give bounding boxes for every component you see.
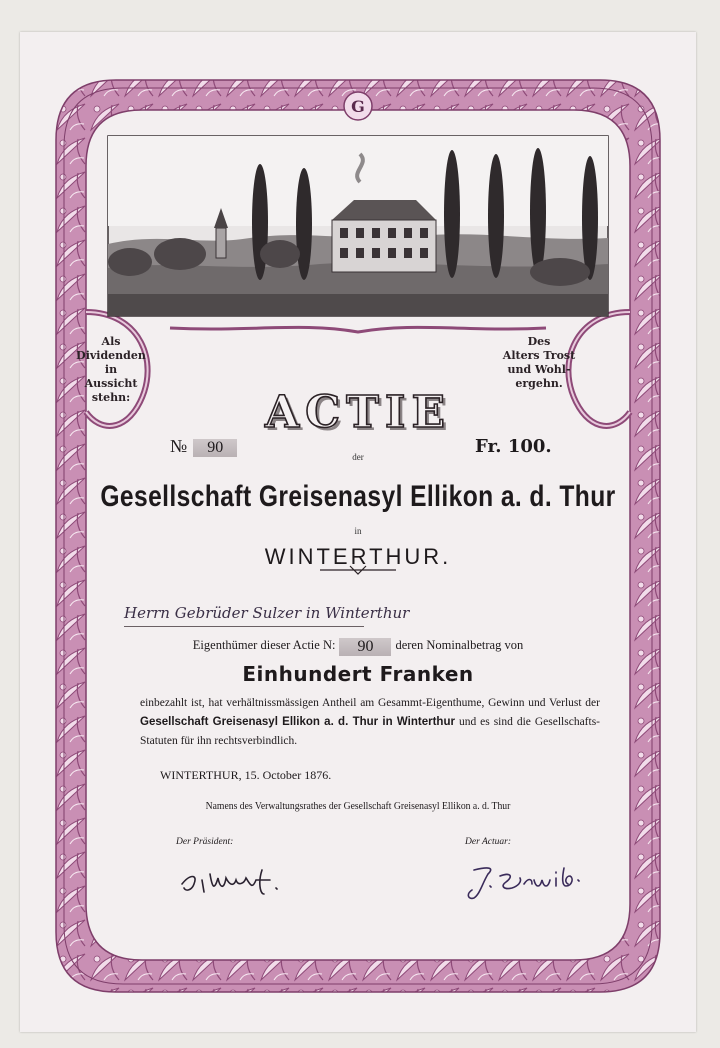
nominal-amount: Fr. 100.	[475, 436, 552, 457]
word-der: der	[352, 452, 364, 462]
number-value: 90	[193, 439, 237, 457]
actuary-label: Der Actuar:	[465, 837, 511, 847]
monogram-seal-icon	[344, 92, 372, 120]
svg-text:G: G	[351, 97, 365, 116]
side-motto-left: Als Dividenden in Aussicht stehn:	[76, 335, 146, 404]
president-label: Der Präsident:	[176, 837, 234, 847]
body-paragraph: einbezahlt ist, hat verhältnissmässigen Antheil am Gesammt-Eigenthume, Gewinn und Verlust der Gesellschaft Greisenasyl Ellikon a. d. Thur in Winterthur und es sind die Gesellschafts-Statuten für ihn rechtsverbindlich.	[140, 697, 601, 747]
actuary-signature	[460, 860, 600, 904]
actie-number-field: 90	[339, 638, 391, 656]
side-motto-right: Des Alters Trost und Wohl- ergehn.	[502, 335, 576, 390]
certificate-title: ACTIE	[264, 387, 452, 438]
word-in: in	[354, 526, 362, 536]
number-label: №	[170, 436, 188, 456]
owner-sentence: Eigenthümer dieser Actie N: 90 deren Nominalbetrag von	[192, 638, 524, 655]
owner-line	[124, 626, 364, 627]
value-in-words: Einhundert Franken	[242, 662, 474, 686]
city-name: WINTERTHUR.	[264, 544, 452, 569]
board-line: Namens des Verwaltungsrathes der Gesellschaft Greisenasyl Ellikon a. d. Thur	[205, 800, 511, 812]
issue-date: WINTERTHUR, 15. October 1876.	[160, 768, 332, 782]
company-name: Gesellschaft Greisenasyl Ellikon a. d. Thur	[100, 480, 616, 513]
certificate-sheet	[20, 32, 696, 1032]
president-signature	[176, 860, 296, 900]
engraved-landscape-building-vignette-icon	[108, 136, 608, 316]
body-company-bold: Gesellschaft Greisenasyl Ellikon a. d. Thur in Winterthur	[140, 716, 455, 728]
owner-handwritten: Herrn Gebrüder Sulzer in Winterthur	[124, 604, 410, 622]
